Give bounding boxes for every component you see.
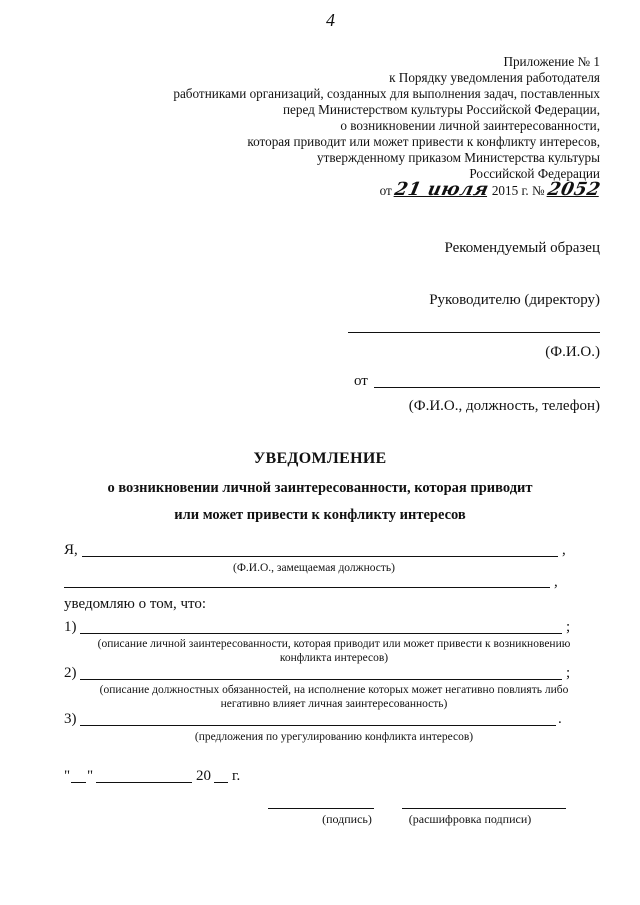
item1-hint-line: конфликта интересов) <box>279 652 389 664</box>
head-name-line[interactable] <box>348 332 600 333</box>
date-year-suffix: г. <box>232 768 241 784</box>
document-subtitle-2: или может привести к конфликту интересов <box>174 507 466 523</box>
item3-number: 3) <box>64 711 77 727</box>
head-fio-label: (Ф.И.О.) <box>545 344 600 360</box>
document-subtitle-1: о возникновении личной заинтересованности, которая приводит <box>107 480 533 496</box>
document-title: УВЕДОМЛЕНИЕ <box>253 450 387 467</box>
appendix-line: Приложение № 1 <box>503 54 600 69</box>
name-line[interactable] <box>82 556 558 557</box>
item1-end: ; <box>566 619 571 635</box>
appendix-line: к Порядку уведомления работодателя <box>389 70 600 85</box>
appendix-line: утвержденному приказом Министерства культуры <box>317 150 600 165</box>
appendix-line: перед Министерством культуры Российской Федерации, <box>282 102 600 117</box>
appendix-line: работниками организаций, созданных для выполнения задач, поставленных <box>173 86 600 101</box>
from-prefix: от <box>354 373 368 389</box>
position-line[interactable] <box>64 587 550 588</box>
appendix-line: о возникновении личной заинтересованности, <box>340 118 600 133</box>
order-year: 2015 г. № <box>491 183 545 198</box>
date-day-line[interactable] <box>71 782 86 783</box>
appendix-line: Российской Федерации <box>469 166 600 181</box>
item3-line[interactable] <box>80 725 556 726</box>
date-month-line[interactable] <box>96 782 192 783</box>
position-hint: (Ф.И.О., замещаемая должность) <box>233 562 395 574</box>
item2-hint-line: (описание должностных обязанностей, на исполнение которых может негативно повлиять либо <box>99 684 569 696</box>
item2-hint-line: негативно влияет личная заинтересованность) <box>220 698 448 710</box>
signature-label: (подпись) <box>322 812 372 826</box>
position-comma: , <box>554 574 558 590</box>
date-year-line[interactable] <box>214 782 228 783</box>
item1-number: 1) <box>64 619 77 635</box>
signature-line[interactable] <box>268 808 374 809</box>
date-quote-close: " <box>87 768 94 784</box>
from-line[interactable] <box>374 387 600 388</box>
decode-label: (расшифровка подписи) <box>408 812 532 826</box>
item1-hint <box>64 637 604 665</box>
order-line <box>140 179 603 200</box>
item2-line[interactable] <box>80 679 562 680</box>
order-prefix: от <box>379 183 392 198</box>
i-prefix: Я, <box>64 542 78 558</box>
page-number: 4 <box>326 10 335 30</box>
item3-hint: (предложения по урегулированию конфликта интересов) <box>194 731 474 743</box>
item2-number: 2) <box>64 665 77 681</box>
item3-end: . <box>558 711 562 727</box>
name-comma: , <box>562 542 566 558</box>
to-head: Руководителю (директору) <box>429 292 600 308</box>
date-quote-open: " <box>64 768 71 784</box>
appendix-line: которая приводит или может привести к конфликту интересов, <box>247 134 600 149</box>
decode-line[interactable] <box>402 808 566 809</box>
from-label: (Ф.И.О., должность, телефон) <box>408 398 600 414</box>
item1-line[interactable] <box>80 633 562 634</box>
order-number-handwritten: 2052 <box>545 179 603 200</box>
item2-end: ; <box>566 665 571 681</box>
item1-hint-line: (описание личной заинтересованности, которая приводит или может привести к возникновению <box>97 638 571 650</box>
notify-text: уведомляю о том, что: <box>64 596 207 612</box>
recommended-sample: Рекомендуемый образец <box>444 240 600 256</box>
date-year-prefix: 20 <box>196 768 211 784</box>
item2-hint <box>64 683 604 711</box>
order-date-handwritten: 21 июля <box>392 179 491 200</box>
appendix-block <box>140 54 603 200</box>
